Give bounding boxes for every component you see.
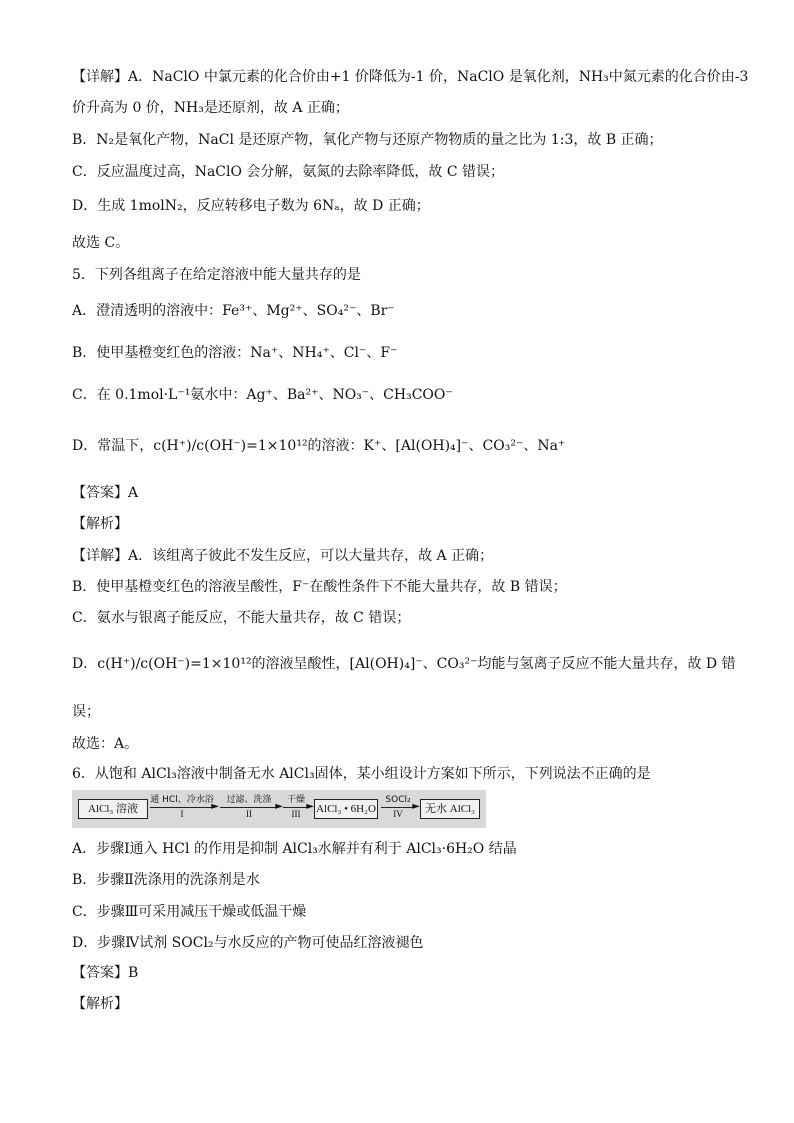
flow-box-anhydrous: 无水 AlCl₃ — [420, 799, 480, 819]
q6-option-a — [72, 839, 517, 859]
flow-arrow-step1: 通 HCl、冷水浴 ► I — [150, 795, 219, 819]
flow-arrow-step3: 干燥 ► III — [283, 792, 309, 826]
q4-detail-c — [72, 162, 504, 182]
text: C．反应温度过高，NaClO 会分解，氨氮的去除率降低，故 C 错误； — [72, 164, 505, 180]
q5-option-c — [72, 385, 453, 405]
text: D．生成 1molN₂，反应转移电子数为 6Nₐ，故 D 正确； — [72, 198, 430, 214]
text: D．常温下，c(H⁺)/c(OH⁻)=1×10¹²的溶液：K⁺、[Al(OH)₄]⁻、CO₃²⁻、Na⁺ — [72, 438, 566, 454]
text: B．N₂是氧化产物，NaCl 是还原产物，氧化产物与还原产物物质的量之比为 1:3，故 B 正确； — [72, 132, 663, 148]
arrowhead-icon: ► — [412, 801, 420, 812]
q5-detail-d-line1 — [72, 654, 736, 674]
flow-box-alcl3-solution: AlCl₃ 溶液 — [78, 799, 148, 819]
q4-detail-d — [72, 196, 430, 216]
text: D．步骤Ⅳ试剂 SOCl₂与水反应的产物可使品红溶液褪色 — [72, 935, 424, 951]
q6-answer — [72, 963, 138, 983]
q6-stem — [72, 764, 651, 784]
q5-detail-c — [72, 608, 410, 628]
arrowhead-icon: ► — [211, 801, 219, 812]
q4-detail-b — [72, 130, 663, 150]
q5-option-b — [72, 343, 397, 363]
preparation-flow-diagram — [72, 790, 486, 828]
text: 【答案】B — [72, 965, 139, 981]
text: 【详解】A．该组离子彼此不发生反应，可以大量共存，故 A 正确； — [72, 548, 494, 564]
text: 5．下列各组离子在给定溶液中能大量共存的是 — [72, 267, 361, 283]
text: C．步骤Ⅲ可采用减压干燥或低温干燥 — [72, 904, 307, 920]
text: D．c(H⁺)/c(OH⁻)=1×10¹²的溶液呈酸性，[Al(OH)₄]⁻、CO₃²⁻均能与氢离子反应不能大量共存，故 D 错 — [72, 656, 736, 672]
text: A．步骤Ⅰ通入 HCl 的作用是抑制 AlCl₃水解并有利于 AlCl₃·6H₂O 结晶 — [72, 841, 517, 857]
q6-option-c — [72, 902, 306, 922]
q5-stem — [72, 265, 361, 285]
q5-option-a — [72, 301, 395, 321]
text: 【解析】 — [72, 996, 128, 1012]
text: C．氨水与银离子能反应，不能大量共存，故 C 错误； — [72, 610, 411, 626]
q5-analysis-heading — [72, 514, 128, 534]
q5-option-d — [72, 436, 565, 456]
flow-arrow-step4: SOCl₂ ► IV — [381, 792, 415, 826]
text: 【答案】A — [72, 485, 139, 501]
text: 【详解】A．NaClO 中氯元素的化合价由+1 价降低为-1 价，NaClO 是氧化剂，NH₃中氮元素的化合价由-3 — [72, 69, 749, 85]
q6-option-b — [72, 870, 260, 890]
q4-conclusion — [72, 233, 129, 253]
text: 故选 C。 — [72, 235, 130, 251]
arrowhead-icon: ► — [306, 801, 314, 812]
arrowhead-icon: ► — [275, 801, 283, 812]
text: B．使甲基橙变红色的溶液：Na⁺、NH₄⁺、Cl⁻、F⁻ — [72, 345, 398, 361]
text: A．澄清透明的溶液中：Fe³⁺、Mg²⁺、SO₄²⁻、Br⁻ — [72, 303, 395, 319]
q5-detail-d-line2 — [72, 702, 100, 722]
text: B．使甲基橙变红色的溶液呈酸性，F⁻在酸性条件下不能大量共存，故 B 错误； — [72, 579, 567, 595]
text: B．步骤Ⅱ洗涤用的洗涤剂是水 — [72, 872, 260, 888]
q6-analysis-heading — [72, 994, 128, 1014]
q5-detail-b — [72, 577, 567, 597]
q5-answer — [72, 483, 138, 503]
q5-conclusion — [72, 734, 138, 754]
flow-box-hydrate: AlCl₃ • 6H₂O — [314, 799, 378, 819]
q4-detail-a-line2 — [72, 98, 349, 118]
q5-detail-a — [72, 546, 493, 566]
q4-detail-a-line1 — [72, 67, 748, 87]
text: 误； — [72, 704, 100, 720]
text: 【解析】 — [72, 516, 128, 532]
text: 故选：A。 — [72, 736, 139, 752]
text: C．在 0.1mol·L⁻¹氨水中：Ag⁺、Ba²⁺、NO₃⁻、CH₃COO⁻ — [72, 387, 453, 403]
flow-arrow-step2: 过滤、洗涤 ► II — [220, 792, 278, 826]
text: 价升高为 0 价，NH₃是还原剂，故 A 正确； — [72, 100, 349, 116]
q6-option-d — [72, 933, 424, 953]
text: 6．从饱和 AlCl₃溶液中制备无水 AlCl₃固体，某小组设计方案如下所示，下列说法不正确的是 — [72, 766, 651, 782]
